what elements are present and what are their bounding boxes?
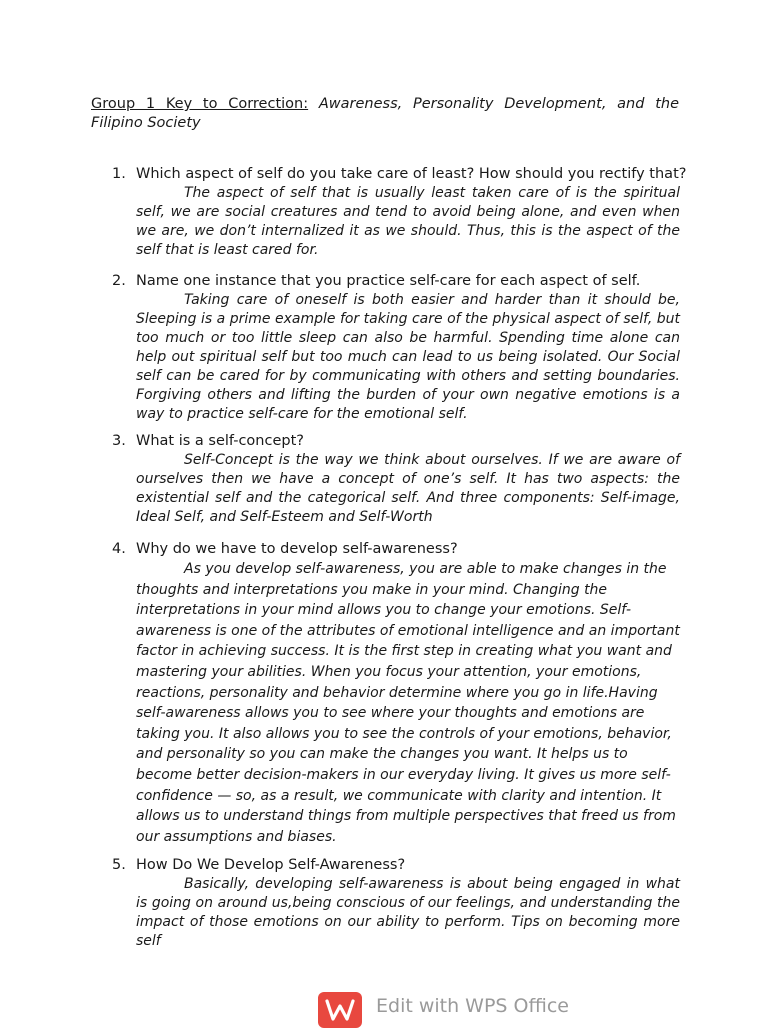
answer-text: Taking care of oneself is both easier and harder than it should be, Sleeping is a prime example for taking care of the physical aspect of self, but too much or too little sleep can also be harmful. Spending time alone can help out spiritual self but too much can lead to us being isolated. Our Social self can be cared for by communicating with others and setting boundaries. Forgiving others and lifting the burden of your own negative emotions is a way to practice self-care for the emotional self. <box>136 292 680 422</box>
heading-lead: Group 1 Key to Correction: <box>91 96 309 112</box>
question-number: 1. <box>112 166 126 182</box>
question-number: 2. <box>112 273 126 289</box>
question-text: Why do we have to develop self-awareness? <box>136 541 458 557</box>
answer-text: Self-Concept is the way we think about ourselves. If we are aware of ourselves then we have a concept of one’s self. It has two aspects: the existential self and the categorical self. And three components: Self-image, Ideal Self, and Self-Esteem and Self-Worth <box>136 452 680 525</box>
wps-logo-icon <box>318 992 362 1028</box>
answer-text: Basically, developing self-awareness is about being engaged in what is going on around us,being conscious of our feelings, and understanding the impact of those emotions on our ability to perform. Tips on becoming more self <box>136 876 680 949</box>
wps-edit-banner[interactable] <box>318 992 569 1024</box>
answer-text: As you develop self-awareness, you are able to make changes in the thoughts and interpretations you make in your mind. Changing the interpretations in your mind allows you to change your emotions. Self-awareness is one of the attributes of emotional intelligence and an important factor in achieving success. It is the first step in creating what you want and mastering your abilities. When you focus your attention, your emotions, reactions, personality and behavior determine where you go in life.Having self-awareness allows you to see where your thoughts and emotions are taking you. It also allows you to see the controls of your emotions, behavior, and personality so you can make the changes you want. It helps us to become better decision-makers in our everyday living. It gives us more self-confidence — so, as a result, we communicate with clarity and intention. It allows us to understand things from multiple perspectives that freed us from our assumptions and biases. <box>136 561 680 845</box>
question-number: 3. <box>112 433 126 449</box>
question-number: 4. <box>112 541 126 557</box>
question-number: 5. <box>112 857 126 873</box>
question-text: Name one instance that you practice self-care for each aspect of self. <box>136 273 641 289</box>
question-item-4 <box>112 540 680 847</box>
question-item-5 <box>112 856 680 951</box>
question-text: What is a self-concept? <box>136 433 304 449</box>
question-text: How Do We Develop Self-Awareness? <box>136 857 406 873</box>
answer-text: The aspect of self that is usually least taken care of is the spiritual self, we are social creatures and tend to avoid being alone, and even when we are, we don’t internalized it as we should. Thus, this is the aspect of the self that is least cared for. <box>136 185 680 258</box>
heading-subtitle: Awareness, Personality Development, and the Filipino Society <box>91 96 679 131</box>
question-item-1 <box>112 165 687 260</box>
wps-edit-text: Edit with WPS Office <box>376 995 569 1017</box>
question-text: Which aspect of self do you take care of least? How should you rectify that? <box>136 166 687 182</box>
question-item-2 <box>112 272 680 424</box>
wps-w-icon <box>325 999 355 1021</box>
question-item-3 <box>112 432 680 527</box>
document-heading <box>91 95 679 133</box>
